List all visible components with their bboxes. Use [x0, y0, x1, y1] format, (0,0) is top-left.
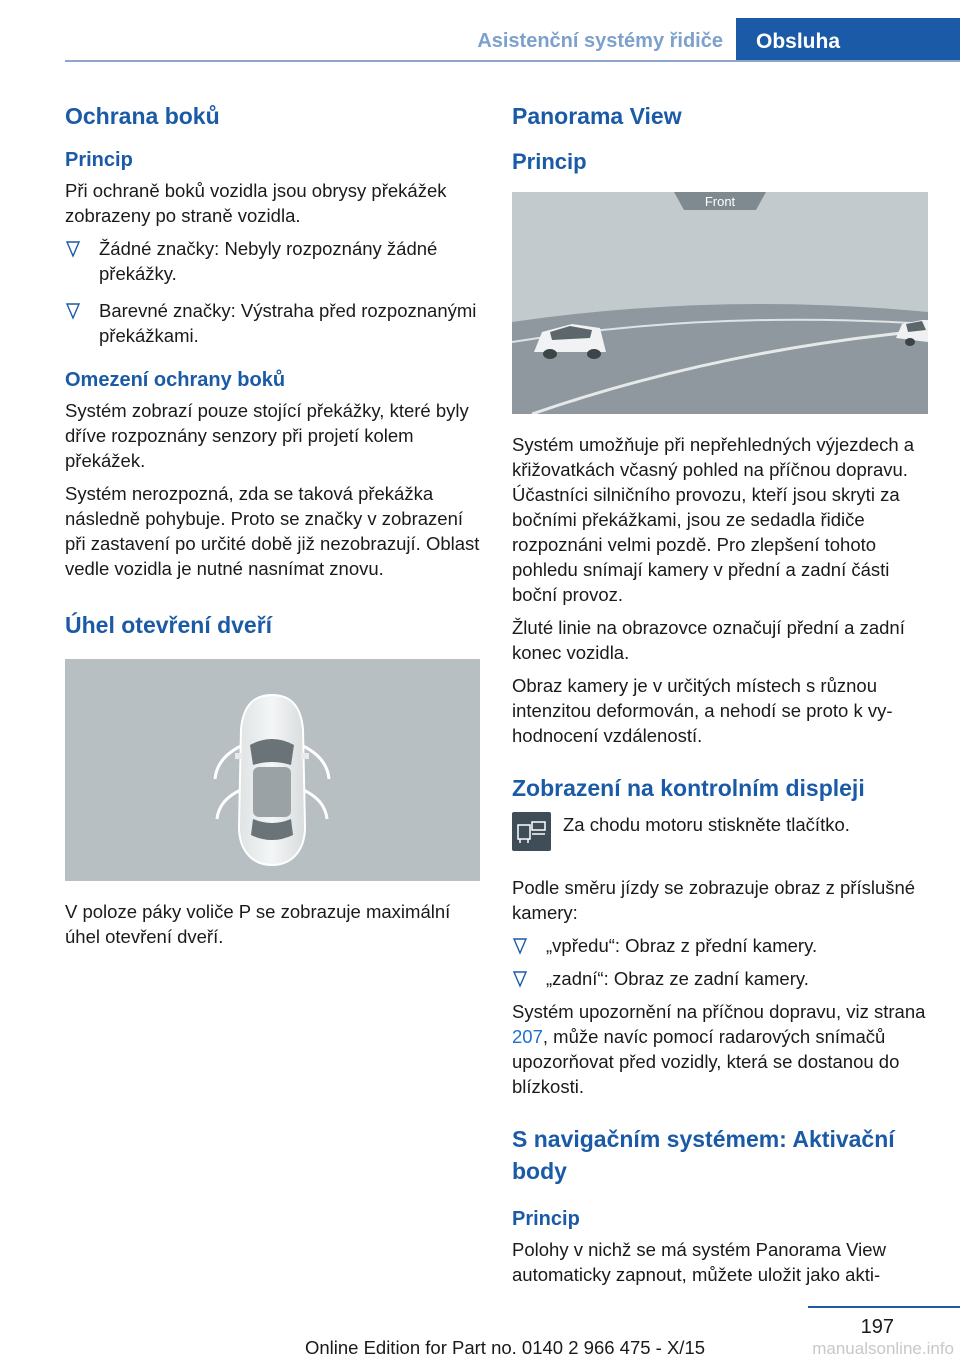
door-angle-image — [65, 659, 480, 881]
list-item-text: „vpředu“: Obraz z přední kamery. — [546, 935, 818, 956]
list-item — [512, 966, 932, 991]
image-front-label: Front — [704, 194, 736, 209]
subheading-nav-principle: Princip — [512, 1208, 580, 1230]
heading-navigation-activation: S navigačním systémem: Aktivační body — [512, 1126, 895, 1184]
list-item — [65, 236, 480, 286]
heading-panorama-view: Panorama View — [512, 103, 682, 129]
header-rule — [65, 60, 960, 62]
list-item-text: Barevné značky: Výstraha před rozpoznanými překážkami. — [99, 300, 477, 346]
panorama-camera-image — [512, 192, 928, 414]
side-protection-list — [65, 236, 480, 348]
list-item-text: Žádné značky: Nebyly rozpoznány žádné překážky. — [99, 238, 438, 284]
triangle-bullet-icon — [65, 301, 81, 321]
list-item-text: „zadní“: Obraz ze zadní kamery. — [546, 968, 809, 989]
subheading-principle: Princip — [65, 149, 133, 171]
footer-edition-text: Online Edition for Part no. 0140 2 966 475 - X/15 — [304, 1337, 706, 1358]
header-section-title: Asistenční systémy řidiče — [477, 30, 723, 52]
heading-side-protection: Ochrana boků — [65, 103, 220, 129]
panorama-road-illustration — [512, 192, 928, 414]
paragraph-direction: Podle směru jízdy se zobrazuje obraz z příslušné kamery: — [512, 877, 916, 923]
heading-door-angle: Úhel otevření dveří — [65, 612, 273, 638]
paragraph-panorama-3: Obraz kamery je v určitých místech s různou intenzitou deformován, a nehodí se proto k vyhodnocení vzdáleností. — [512, 675, 893, 746]
paragraph-panorama-2: Žluté linie na obrazovce označují přední a zadní konec vozidla. — [512, 617, 905, 663]
paragraph-door-angle: V poloze páky voliče P se zobrazuje maximální úhel otevření dveří. — [65, 901, 451, 947]
triangle-bullet-icon — [512, 969, 528, 989]
footer-watermark: manualsonline.info — [812, 1339, 954, 1358]
panorama-view-button-icon — [512, 812, 551, 851]
page-header — [0, 0, 960, 62]
page-number: 197 — [860, 1316, 894, 1338]
paragraph-cross-traffic-a: Systém upozornění na příčnou dopravu, viz strana — [512, 1001, 926, 1022]
paragraph-limits-1: Systém zobrazí pouze stojící překážky, které byly dříve rozpoznány senzory při projetí kolem překážek. — [65, 400, 469, 471]
paragraph-panorama-1: Systém umožňuje při nepřehledných výjezdech a křižovatkách včasný pohled na příčnou dopravu. Účastníci silničního provozu, kteří jsou skryti za bočními překážkami, jsou ze sedadla řidiče rozpoznáni velmi pozdě. Pro zlepšení tohoto pohledu snímají kamery v přední a zadní části boční provoz. — [512, 434, 915, 605]
camera-direction-list — [512, 933, 932, 991]
subheading-principle: Princip — [512, 149, 587, 174]
header-chapter-tab: Obsluha — [736, 18, 960, 62]
right-column — [512, 100, 932, 1287]
paragraph-press-button: Za chodu motoru stiskněte tlačítko. — [563, 814, 850, 835]
heading-control-display: Zobrazení na kontrolním displeji — [512, 775, 865, 801]
triangle-bullet-icon — [65, 239, 81, 259]
car-top-view-icon — [65, 659, 480, 881]
button-instruction-row — [512, 812, 932, 851]
subheading-limits: Omezení ochrany boků — [65, 369, 286, 391]
list-item — [65, 298, 480, 348]
paragraph-principle: Při ochraně boků vozidla jsou obrysy překážek zobrazeny po straně vozidla. — [65, 180, 447, 226]
paragraph-nav-principle: Polohy v nichž se má systém Panorama View automaticky zapnout, můžete uložit jako akti- — [512, 1239, 886, 1285]
footer-rule — [808, 1306, 960, 1308]
paragraph-limits-2: Systém nerozpozná, zda se taková překážka následně pohybuje. Proto se značky v zobrazení při zastavení po určité době již nezobrazují. Oblast vedle vozidla je nutné nasnímat znovu. — [65, 483, 480, 579]
list-item — [512, 933, 932, 958]
page-reference-link[interactable]: 207 — [512, 1026, 543, 1047]
triangle-bullet-icon — [512, 936, 528, 956]
left-column — [65, 100, 480, 949]
paragraph-cross-traffic-b: , může navíc pomocí radarových snímačů upozorňovat před vozidly, která se dostanou do blízkosti. — [512, 1026, 900, 1097]
paragraph-cross-traffic — [512, 999, 932, 1099]
